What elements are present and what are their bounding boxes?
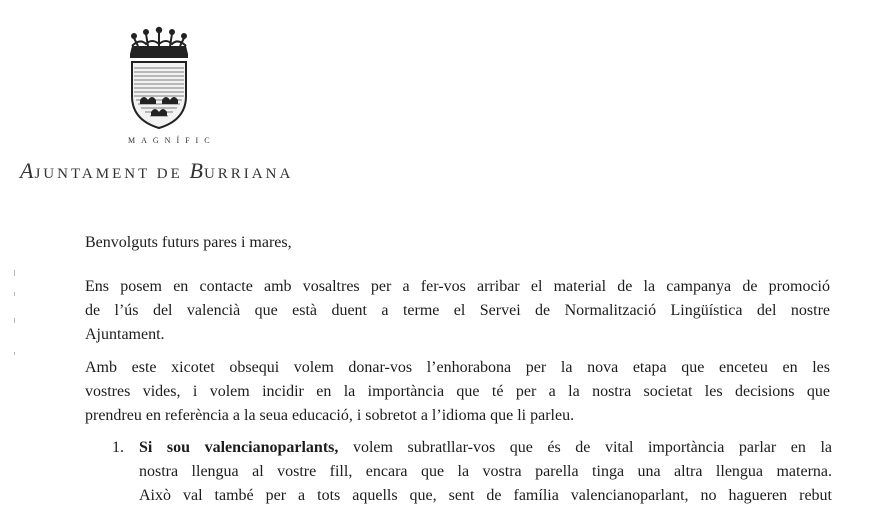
paragraph-line: Amb este xicotet obsequi volem donar-vos l’enhorabona per la nova etapa que enceteu en les bbox=[85, 359, 830, 376]
letter-greeting: Benvolguts futurs pares i mares, bbox=[85, 234, 292, 251]
list-line-rest: volem subratllar-vos que és de vital importància parlar en la bbox=[338, 439, 832, 456]
paragraph-line: vostres vides, i volem incidir en la importància que té per a la nostra societat les decisions que bbox=[85, 383, 830, 400]
paragraph-line: nostra llengua al vostre fill, encara que la vostra parella tinga una altra llengua materna. bbox=[139, 463, 832, 480]
paragraph-line: prendreu en referència a la seua educació, i sobretot a l’idioma que li parleu. bbox=[85, 407, 575, 424]
list-number: 1. bbox=[112, 439, 124, 456]
margin-speckle bbox=[14, 270, 15, 276]
letterhead-title bbox=[20, 158, 293, 184]
paragraph-line bbox=[139, 436, 832, 460]
margin-speckle bbox=[14, 292, 15, 296]
paragraph-line: Ajuntament. bbox=[85, 326, 165, 343]
paragraph-line: de l’ús del valencià que està duent a terme el Servei de Normalització Lingüística del nostre bbox=[85, 302, 830, 319]
margin-speckle bbox=[14, 352, 15, 355]
letter-paragraph-2 bbox=[85, 356, 830, 428]
city-coat-of-arms-icon bbox=[126, 24, 192, 130]
paragraph-line: Ens posem en contacte amb vosaltres per a fer-vos arribar el material de la campanya de promoció bbox=[85, 278, 830, 295]
letterhead-initial-b: B bbox=[189, 158, 204, 183]
letterhead-word-burriana: URRIANA bbox=[203, 166, 294, 182]
letter-paragraph-1 bbox=[85, 275, 830, 347]
list-item-body bbox=[139, 436, 832, 508]
margin-speckle bbox=[14, 318, 15, 323]
list-bold-lead: Si sou valencianoparlants, bbox=[139, 439, 339, 456]
letterhead-word-de: DE bbox=[156, 166, 183, 182]
paragraph-line: Això val també per a tots aquells que, sent de família valencianoparlant, no hagueren rebut bbox=[139, 487, 832, 504]
letterhead-initial-a: A bbox=[20, 158, 35, 183]
letterhead-word-ajuntament: JUNTAMENT bbox=[34, 166, 150, 182]
letterhead-subtitle: MAGNÍFIC bbox=[128, 136, 216, 145]
